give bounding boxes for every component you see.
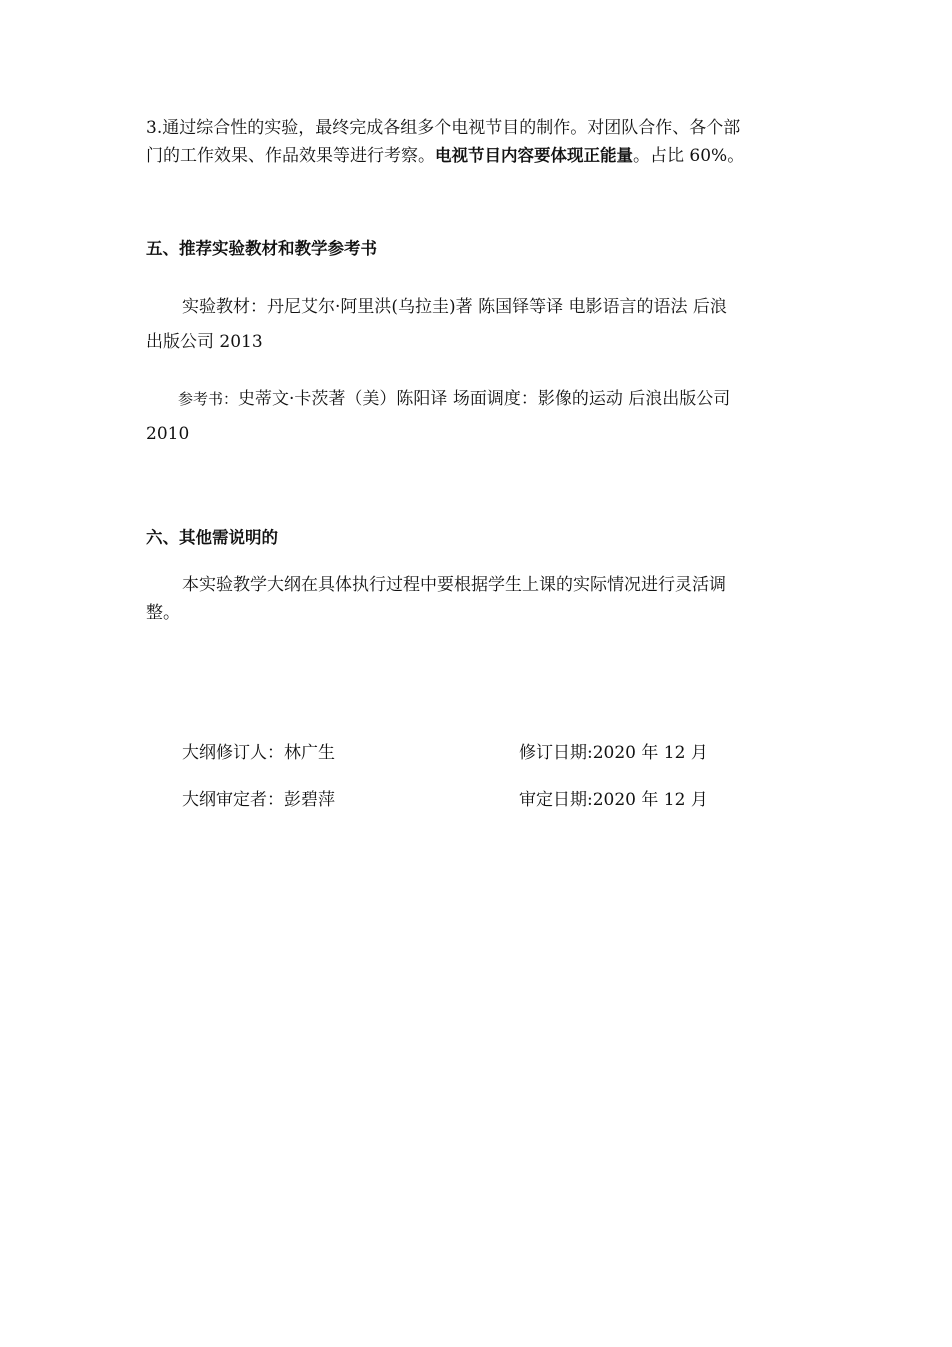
approve-date: 审定日期:2020 年 12 月 bbox=[519, 790, 708, 810]
section6-paragraph bbox=[146, 571, 814, 627]
reference-line1 bbox=[146, 382, 814, 417]
section5-heading: 五、推荐实验教材和教学参考书 bbox=[146, 239, 377, 258]
item3-line1: 3.通过综合性的实验，最终完成各组多个电视节目的制作。对团队合作、各个部 bbox=[146, 118, 741, 138]
reference-paragraph bbox=[146, 382, 814, 452]
reference-text: 史蒂文·卡茨著（美）陈阳译 场面调度：影像的运动 后浪出版公司 bbox=[238, 389, 731, 409]
item3-line2 bbox=[146, 142, 814, 170]
item3-paragraph bbox=[146, 114, 814, 170]
textbook-line1: 实验教材：丹尼艾尔·阿里洪(乌拉圭)著 陈国铎等译 电影语言的语法 后浪 bbox=[182, 297, 727, 317]
textbook-line2: 出版公司 2013 bbox=[146, 332, 263, 352]
reference-prefix: 参考书： bbox=[178, 390, 239, 408]
textbook-paragraph bbox=[146, 290, 814, 360]
revise-date: 修订日期:2020 年 12 月 bbox=[519, 743, 708, 763]
approver-label: 大纲审定者：彭碧萍 bbox=[182, 790, 335, 810]
section6-heading: 六、其他需说明的 bbox=[146, 528, 278, 547]
item3-line2-prefix: 门的工作效果、作品效果等进行考察。 bbox=[146, 146, 435, 166]
item3-line2-suffix: 。占比 60%。 bbox=[633, 146, 745, 166]
section6-line1: 本实验教学大纲在具体执行过程中要根据学生上课的实际情况进行灵活调 bbox=[182, 575, 726, 595]
reference-line2: 2010 bbox=[146, 424, 190, 444]
item3-emphasis: 电视节目内容要体现正能量 bbox=[435, 146, 633, 165]
section6-line2: 整。 bbox=[146, 603, 180, 623]
reviser-label: 大纲修订人：林广生 bbox=[182, 743, 335, 763]
